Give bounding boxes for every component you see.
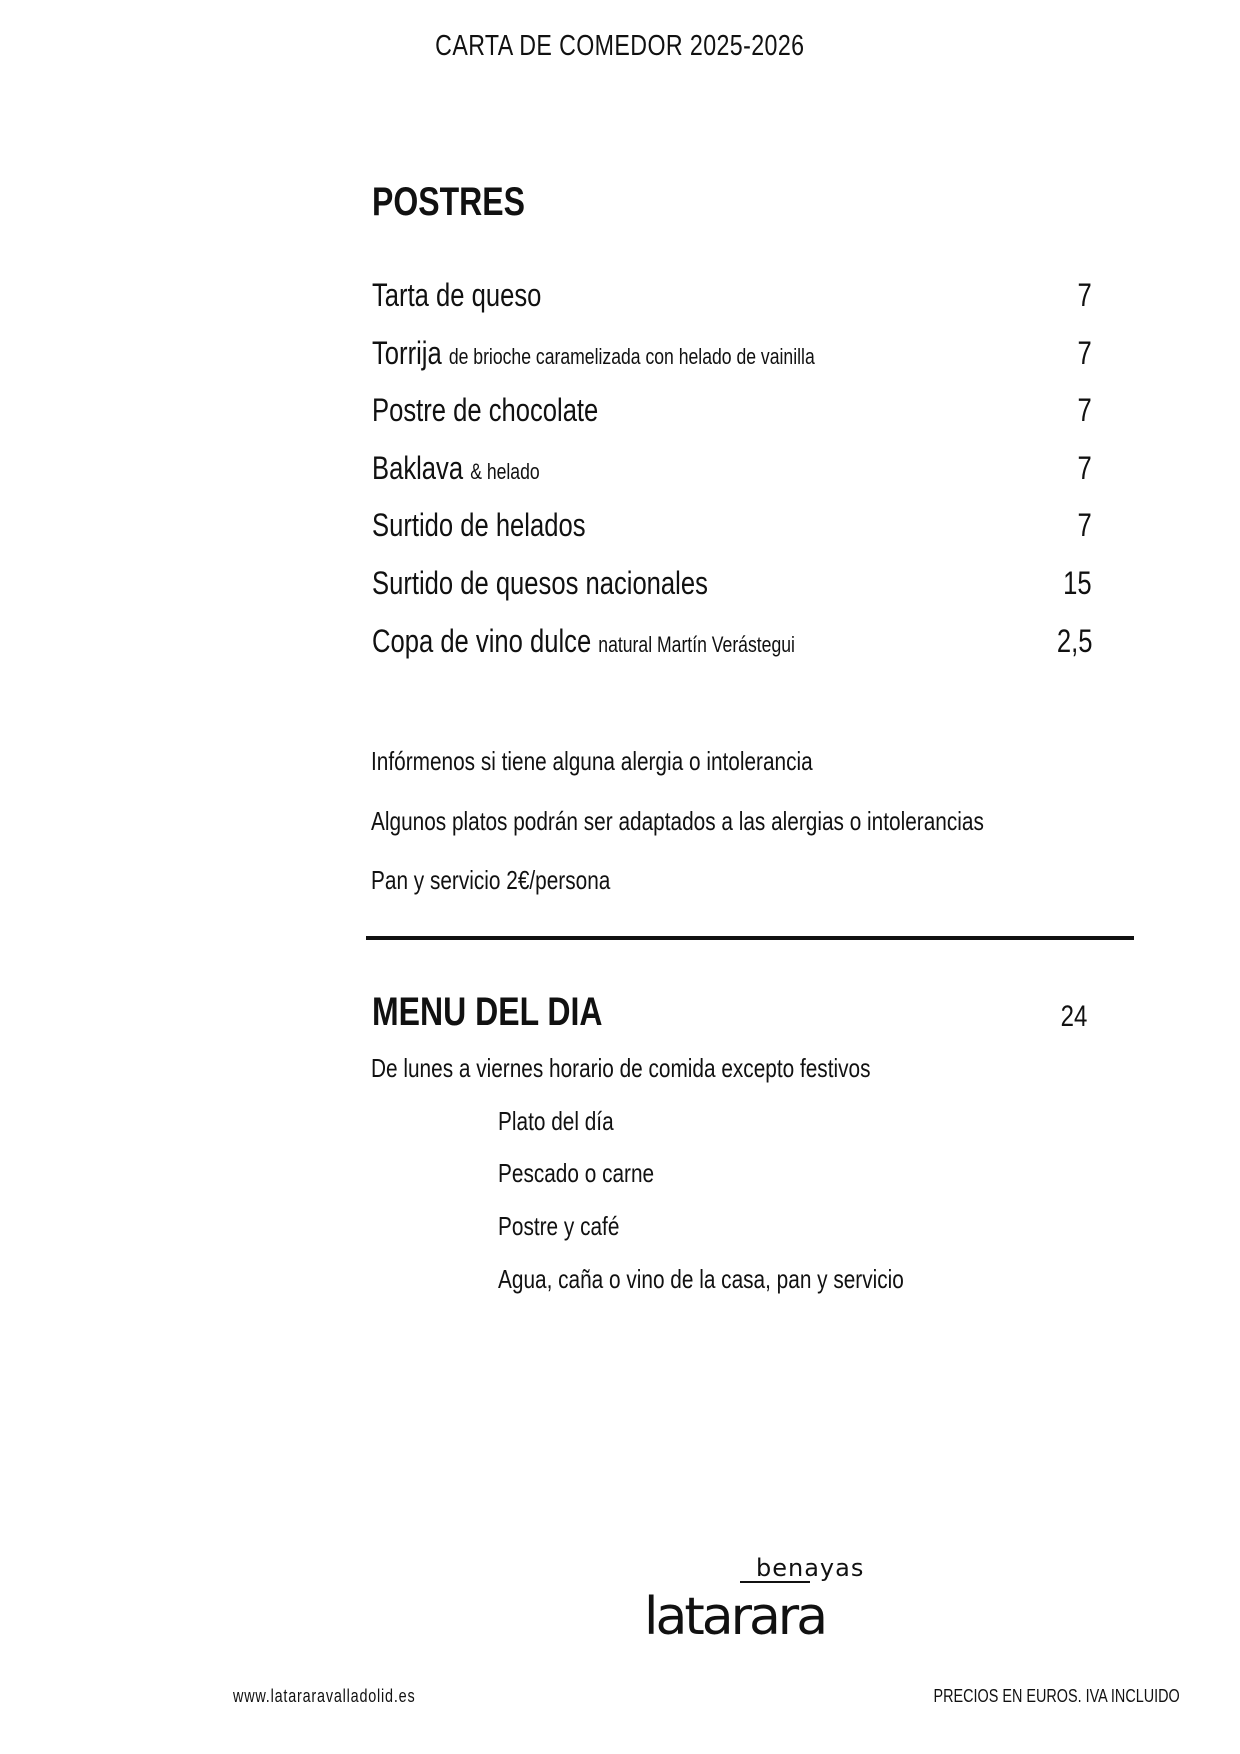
latarara-logo — [640, 1540, 870, 1650]
dish-price-text: 2,5 — [1056, 623, 1092, 659]
dish-name-text: Surtido de helados — [372, 507, 586, 543]
dish-name — [372, 392, 655, 429]
dish-name-text: Surtido de quesos nacionales — [372, 565, 708, 601]
dish-name — [372, 623, 901, 660]
note-text: Infórmenos si tiene alguna alergia o intolerancia — [371, 746, 813, 776]
dessert-row — [372, 560, 1092, 610]
dish-price-text: 15 — [1063, 565, 1092, 601]
menu-subtitle-text: De lunes a viernes horario de comida excepto festivos — [371, 1053, 871, 1083]
dish-name — [372, 277, 584, 314]
menu-item — [498, 1106, 643, 1137]
dish-price — [1048, 623, 1092, 660]
dish-price — [1074, 335, 1092, 372]
menu-del-dia-title — [372, 990, 660, 1035]
menu-del-dia-title-text: MENU DEL DIA — [372, 990, 603, 1034]
page-header-title — [0, 30, 1240, 63]
menu-del-dia-price — [1054, 1000, 1087, 1034]
dish-name-text: Torrija — [372, 335, 442, 371]
menu-item-text: Plato del día — [498, 1106, 614, 1136]
logo-main-text: latarara — [644, 1587, 826, 1647]
dish-price-text: 7 — [1077, 277, 1092, 313]
logo-sub-text: benayas — [756, 1554, 865, 1582]
dish-price — [1074, 277, 1092, 314]
menu-del-dia-subtitle — [371, 1053, 995, 1084]
dish-description: de brioche caramelizada con helado de vainilla — [448, 344, 815, 369]
dish-name — [372, 450, 582, 487]
dessert-row — [372, 387, 1092, 437]
dish-name-text: Tarta de queso — [372, 277, 542, 313]
dish-name — [372, 507, 639, 544]
note-text: Algunos platos podrán ser adaptados a las alergias o intolerancias — [371, 806, 984, 836]
dish-price — [1074, 392, 1092, 429]
allergy-adapt-note — [371, 806, 1137, 837]
bread-service-note — [371, 865, 670, 896]
dish-price-text: 7 — [1077, 335, 1092, 371]
dessert-row — [372, 272, 1092, 322]
footer-note-text: PRECIOS EN EUROS. IVA INCLUIDO — [933, 1686, 1180, 1706]
dish-description: natural Martín Verástegui — [598, 632, 795, 657]
footer-price-note — [872, 1686, 1180, 1707]
menu-item — [498, 1211, 650, 1242]
section-divider — [366, 936, 1134, 940]
menu-item — [498, 1158, 693, 1189]
dish-name — [372, 335, 925, 372]
dish-name-text: Baklava — [372, 450, 464, 486]
menu-item-text: Pescado o carne — [498, 1158, 655, 1188]
dish-name — [372, 565, 792, 602]
dessert-row — [372, 445, 1092, 495]
dish-price — [1074, 450, 1092, 487]
header-title-text: CARTA DE COMEDOR 2025-2026 — [435, 30, 805, 62]
dish-name-text: Postre de chocolate — [372, 392, 599, 428]
dessert-row — [372, 618, 1092, 668]
menu-item-text: Agua, caña o vino de la casa, pan y servicio — [498, 1264, 904, 1294]
dish-price — [1056, 565, 1092, 602]
dish-price — [1074, 507, 1092, 544]
postres-title-text: POSTRES — [372, 180, 525, 224]
menu-item-text: Postre y café — [498, 1211, 620, 1241]
note-text: Pan y servicio 2€/persona — [371, 865, 611, 895]
website-url-text[interactable]: www.latararavalladolid.es — [233, 1686, 416, 1706]
allergy-note — [371, 746, 923, 777]
website-url[interactable] — [233, 1686, 461, 1707]
dish-name-text: Copa de vino dulce — [372, 623, 592, 659]
dish-price-text: 7 — [1077, 507, 1092, 543]
dish-price-text: 7 — [1077, 392, 1092, 428]
dish-description: & helado — [470, 459, 540, 484]
dessert-row — [372, 330, 1092, 380]
postres-section-title — [372, 180, 563, 225]
menu-item — [498, 1264, 1005, 1295]
dish-price-text: 7 — [1077, 450, 1092, 486]
dessert-row — [372, 502, 1092, 552]
menu-del-dia-price-text: 24 — [1060, 1000, 1087, 1033]
